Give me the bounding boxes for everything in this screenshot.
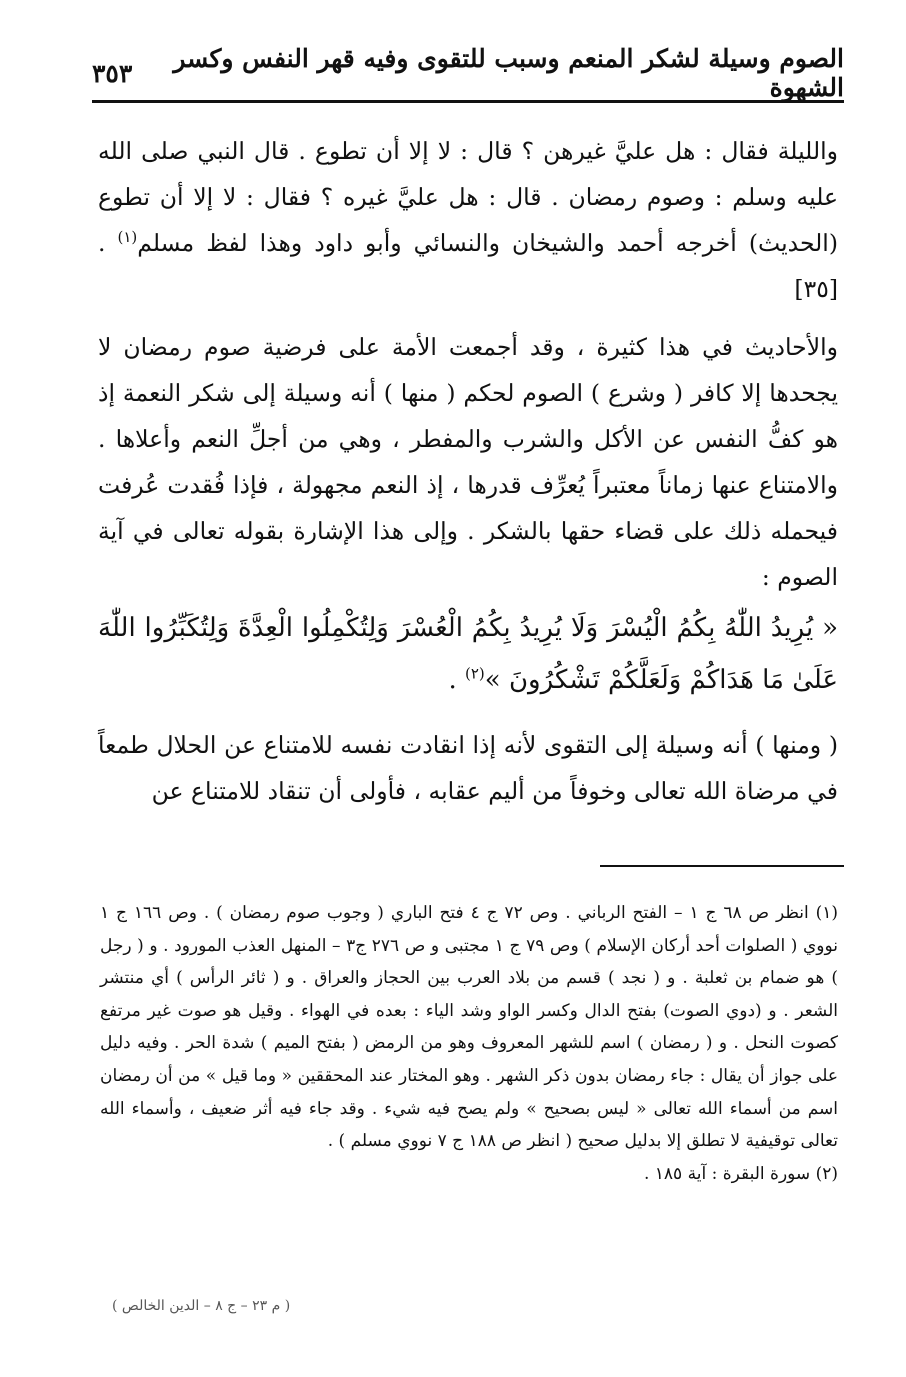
footnote-ref-1: (١) [117, 228, 138, 247]
footnote-1: (١) انظر ص ٦٨ ج ١ – الفتح الرباني . وص ٧٢ ج ٤ فتح الباري ( وجوب صوم رمضان ) . وص ١٦٦ ج ١ نووي ( الصلوات أحد أركان الإسلام ) وص ٧٩ ج ١ مجتبى و ص ٢٧٦ ج٣ – المنهل العذب المورود . و ( رجل ) هو ضمام بن ثعلبة . و ( نجد ) قسم من بلاد العرب بين الحجاز والعراق . و ( ثائر الرأس ) أي منتشر الشعر . و (دوي الصوت) بفتح الدال وكسر الواو وشد الياء : بعده في الهواء . وقيل هو صوت غير مرتفع كصوت النحل . و ( رمضان ) اسم للشهر المعروف وهو من الرمض ( بفتح الميم ) شدة الحر . وفيه دليل على جواز أن يقال : جاء رمضان بدون ذكر الشهر . وهو المختار عند المحققين « وما قيل » من أن رمضان اسم من أسماء الله تعالى « ليس بصحيح » ولم يصح فيه شيء . وقد جاء فيه أثر ضعيف ، وأسماء الله تعالى توقيفية لا تطلق إلا بدليل صحيح ( انظر ص ١٨٨ ج ٧ نووي مسلم ) . [100, 903, 839, 1152]
page-number: ٣٥٣ [92, 58, 133, 88]
paragraph-hadith-end [98, 128, 838, 312]
footnote-2: (٢) سورة البقرة : آية ١٨٥ . [643, 1163, 838, 1184]
hadith-text: والليلة فقال : هل عليَّ غيرهن ؟ قال : لا إلا أن تطوع . قال النبي صلى الله عليه وسلم : وصوم رمضان . قال : هل عليَّ غيره ؟ فقال : لا إلا أن تطوع (الحديث) أخرجه أحمد والشيخان والنسائي وأبو داود وهذا لفظ مسلم [98, 137, 838, 257]
verse-end-mark: . [448, 665, 465, 695]
header-rule [92, 100, 844, 103]
footnote-ref-2: (٢) [465, 664, 485, 683]
footnotes [100, 897, 838, 1190]
hadith-number: . [٣٥] [98, 229, 838, 303]
running-header-title: الصوم وسيلة لشكر المنعم وسبب للتقوى وفيه قهر النفس وكسر الشهوة [173, 44, 844, 102]
running-header [92, 44, 844, 102]
paragraph-ruling: والأحاديث في هذا كثيرة ، وقد أجمعت الأمة على فرضية صوم رمضان لا يجحدها إلا كافر ( وشرع ) الصوم لحكم ( منها ) أنه وسيلة إلى شكر النعمة إذ هو كفُّ النفس عن الأكل والشرب والمفطر ، وهي من أجلِّ النعم وأعلاها . والامتناع عنها زماناً معتبراً يُعرِّف قدرها ، إذ النعم مجهولة ، فإذا فُقدت عُرفت فيحمله ذلك على قضاء حقها بالشكر . وإلى هذا الإشارة بقوله تعالى في آية الصوم : [98, 333, 838, 591]
signature-mark: ( م ٢٣ – ج ٨ – الدين الخالص ) [112, 1298, 291, 1314]
quran-verse [98, 602, 838, 706]
verse-text: « يُرِيدُ اللّٰهُ بِكُمُ الْيُسْرَ وَلَا يُرِيدُ بِكُمُ الْعُسْرَ وَلِتُكْمِلُوا الْعِدَّةَ وَلِتُكَبِّرُوا اللّٰهَ عَلَىٰ مَا هَدَاكُمْ وَلَعَلَّكُمْ تَشْكُرُونَ » [98, 613, 838, 695]
main-text [98, 128, 838, 814]
footnote-rule [600, 865, 844, 867]
paragraph-taqwa: ( ومنها ) أنه وسيلة إلى التقوى لأنه إذا انقادت نفسه للامتناع عن الحلال طمعاً في مرضاة الله تعالى وخوفاً من أليم عقابه ، فأولى أن تنقاد للامتناع عن [98, 731, 838, 805]
